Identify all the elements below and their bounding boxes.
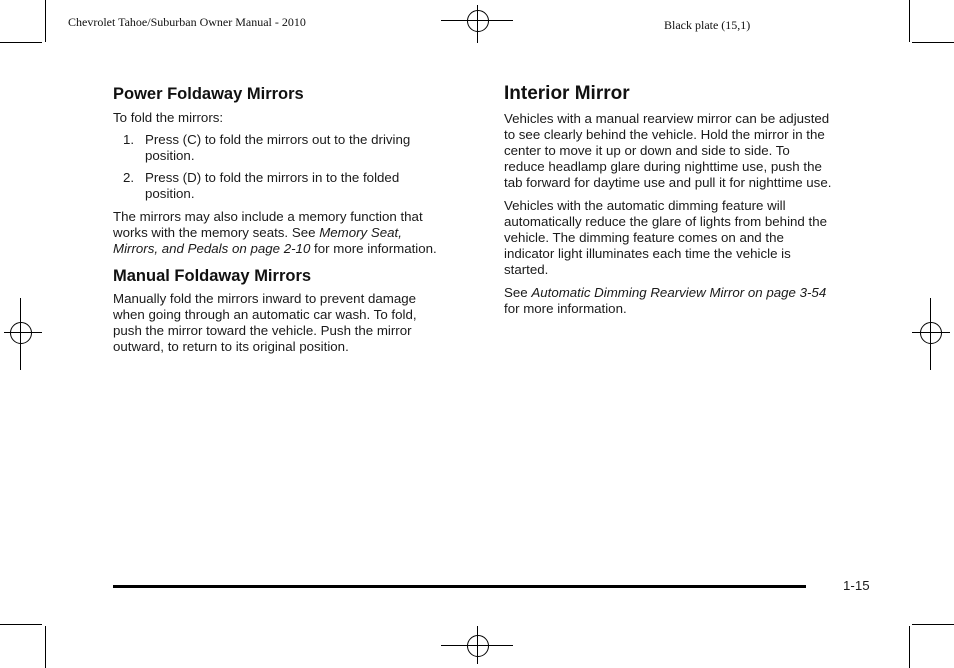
memory-seat-link[interactable]: Mirrors, and Pedals on page 2-10 <box>113 241 311 256</box>
list-item: 1. Press (C) to fold the mirrors out to the driving position. <box>123 132 411 163</box>
section-title-power-foldaway: Power Foldaway Mirrors <box>113 85 304 103</box>
crop-mark <box>909 626 910 668</box>
auto-dimming-paragraph: Vehicles with the automatic dimming feature will automatically reduce the glare of lights from behind the vehicle. The dimming feature comes on and the indicator light illuminates each time the vehicle is started. <box>504 198 828 277</box>
section-title-interior-mirror: Interior Mirror <box>504 83 630 104</box>
auto-dimming-link[interactable]: Automatic Dimming Rearview Mirror on page 3-54 <box>531 285 827 300</box>
memory-paragraph: The mirrors may also include a memory function that works with the memory seats. See Memory Seat, Mirrors, and Pedals on page 2-10 for more information. <box>113 209 437 256</box>
manual-paragraph: Manually fold the mirrors inward to prevent damage when going through an automatic car wash. To fold, push the mirror toward the vehicle. Push the mirror outward, to return to its original position. <box>113 291 417 354</box>
fold-steps-list <box>113 132 483 202</box>
section-title-manual-foldaway: Manual Foldaway Mirrors <box>113 267 312 285</box>
crop-mark <box>912 624 954 625</box>
power-intro: To fold the mirrors: <box>113 110 224 125</box>
crop-mark <box>912 42 954 43</box>
left-column <box>113 84 483 355</box>
crop-mark <box>45 626 46 668</box>
manual-title: Chevrolet Tahoe/Suburban Owner Manual - 2010 <box>68 15 306 29</box>
manual-mirror-paragraph: Vehicles with a manual rearview mirror can be adjusted to see clearly behind the vehicle. Hold the mirror in the center to move it up or down and side to side. To reduce headlamp glare during nighttime use, push the tab forward for daytime use and pull it for nighttime use. <box>504 111 832 190</box>
list-item: 2. Press (D) to fold the mirrors in to the folded position. <box>123 170 400 201</box>
plate-label: Black plate (15,1) <box>664 18 751 32</box>
crop-mark <box>45 0 46 42</box>
right-column <box>504 83 874 317</box>
crop-mark <box>909 0 910 42</box>
see-paragraph: See Automatic Dimming Rearview Mirror on page 3-54 for more information. <box>504 285 827 316</box>
page-number: 1-15 <box>843 578 870 593</box>
crop-mark <box>0 624 42 625</box>
footer-rule <box>113 585 806 588</box>
memory-seat-link[interactable]: Memory Seat, <box>319 225 402 240</box>
crop-mark <box>0 42 42 43</box>
